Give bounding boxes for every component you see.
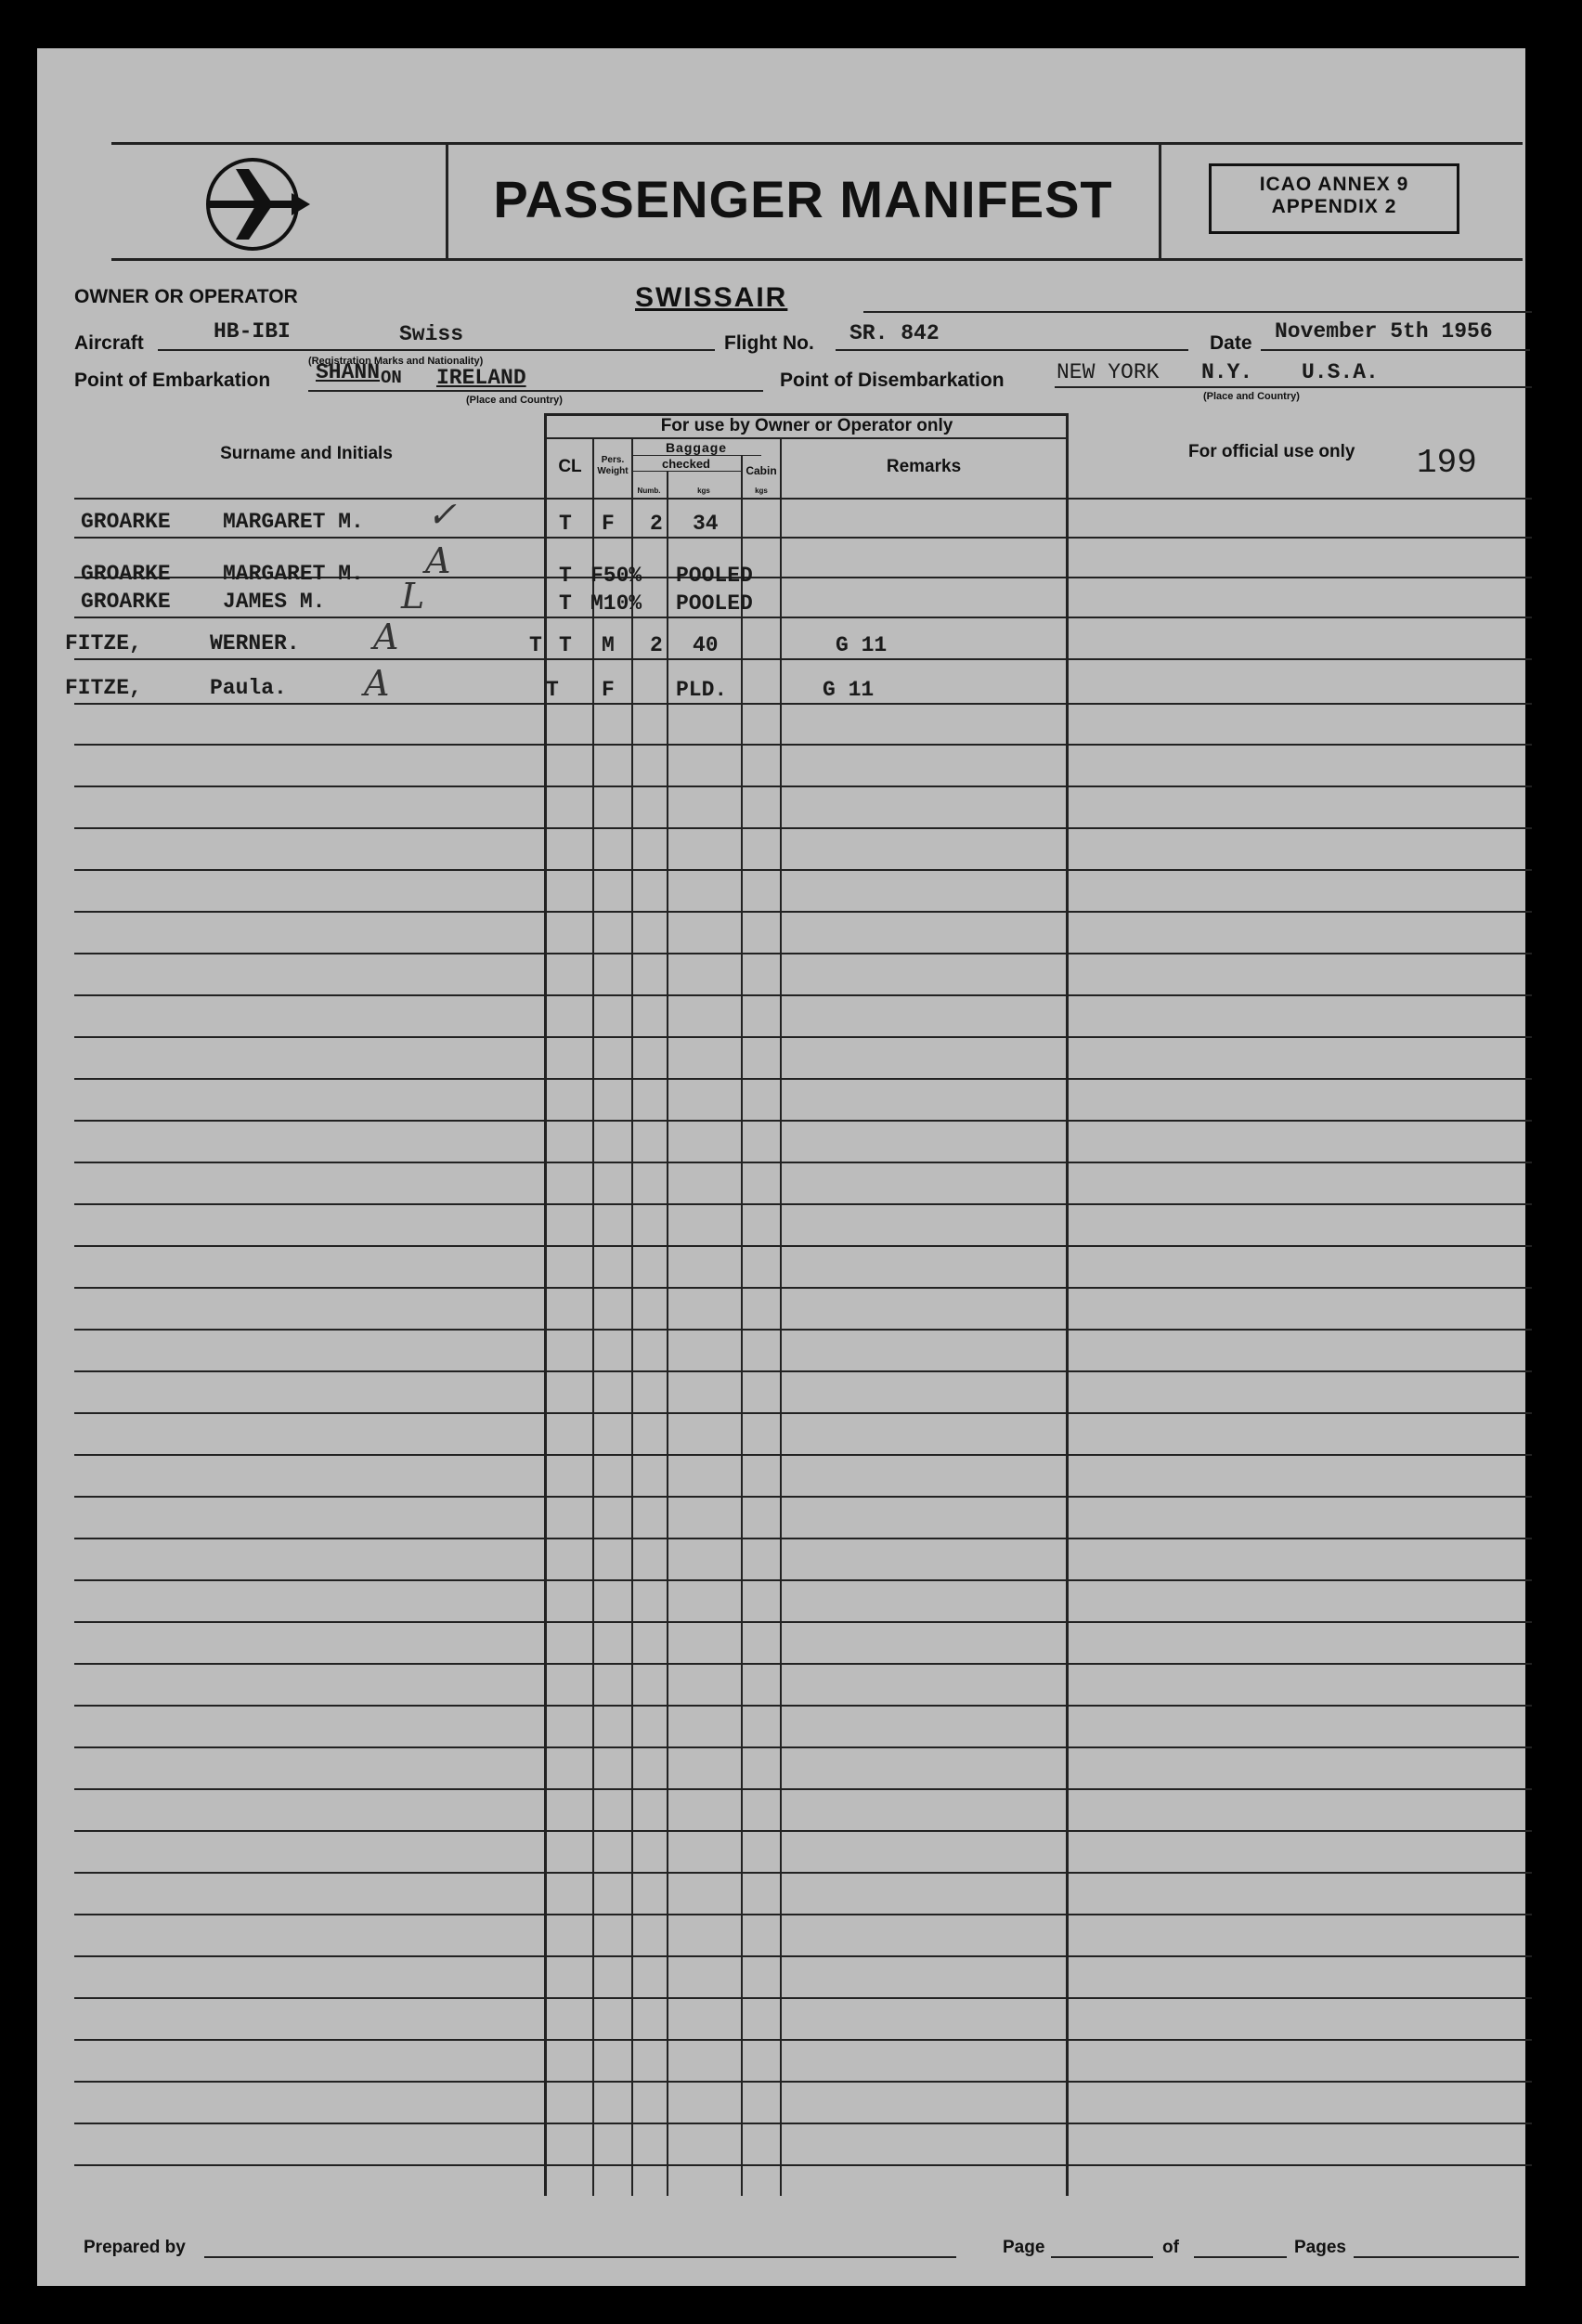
header-bottom-rule (111, 258, 1523, 261)
row-4-weight: M (602, 633, 615, 657)
ruled-line (74, 1162, 1532, 1163)
surname-heading: Surname and Initials (220, 444, 393, 463)
owner-use-rule (546, 437, 1068, 439)
numb-heading: Numb. (637, 487, 661, 495)
row-5-weight: F (602, 678, 615, 702)
kgs-heading: kgs (697, 487, 710, 495)
pers-weight-heading-1: Pers. (601, 455, 625, 465)
owner-line (863, 311, 1532, 313)
ruled-line (74, 1245, 1532, 1247)
row-5-class: T (546, 678, 559, 702)
icao-appendix: APPENDIX 2 (1271, 196, 1397, 217)
ruled-line (74, 537, 1532, 539)
flight-value: SR. 842 (849, 321, 940, 345)
ruled-line (74, 2039, 1532, 2041)
row-1-given: MARGARET M. (223, 510, 364, 534)
row-2-pooled: POOLED (676, 564, 753, 588)
ruled-line (74, 1788, 1532, 1790)
row-4-remarks: G 11 (836, 633, 888, 657)
row-3-class: T (559, 591, 572, 616)
row-4-mark: A (373, 617, 399, 657)
owner-label: OWNER OR OPERATOR (74, 286, 298, 307)
official-use-heading: For official use only (1188, 442, 1355, 461)
of-label: of (1162, 2238, 1179, 2257)
column-rule-numb-right (667, 472, 668, 2196)
owner-use-heading: For use by Owner or Operator only (660, 416, 953, 435)
ruled-line (74, 1454, 1532, 1456)
prepared-by-label: Prepared by (84, 2238, 186, 2257)
checked-heading: checked (661, 457, 711, 471)
cabin-heading: Cabin (746, 464, 777, 477)
baggage-heading: Baggage (665, 440, 728, 455)
row-3-surname: GROARKE (81, 590, 171, 614)
embarkation-value-b: ON (381, 368, 402, 388)
row-5-pooled: PLD. (676, 678, 728, 702)
ruled-line (74, 658, 1532, 660)
ruled-line (74, 953, 1532, 954)
airline-logo (202, 156, 314, 253)
pages-line (1354, 2256, 1519, 2258)
pers-weight-heading-2: Weight (597, 466, 629, 476)
row-4-class: T (559, 633, 572, 657)
embarkation-line (308, 390, 763, 392)
ruled-line (74, 1078, 1532, 1080)
prepared-by-line (204, 2256, 956, 2258)
checked-rule (631, 471, 741, 472)
row-3-given: JAMES M. (223, 590, 326, 614)
row-2-given: MARGARET M. (223, 562, 364, 586)
flight-line (836, 349, 1188, 351)
ruled-line (74, 617, 1532, 618)
ruled-line (74, 1705, 1532, 1707)
row-5-given: Paula. (210, 676, 287, 700)
ruled-line (74, 498, 1532, 500)
row-1-check-mark: ✓ (427, 494, 457, 535)
row-1-weight: F (602, 512, 615, 536)
column-rule-remarks-right (1066, 413, 1069, 2196)
row-3-weight: M10% (590, 591, 642, 616)
cl-heading: CL (558, 457, 582, 476)
aircraft-nationality: Swiss (399, 322, 464, 346)
row-4-surname: FITZE, (65, 631, 142, 656)
airplane-in-circle-icon (202, 156, 314, 253)
row-4-given: WERNER. (210, 631, 300, 656)
ruled-line (74, 1830, 1532, 1832)
ruled-line (74, 1997, 1532, 1999)
ruled-line (74, 1955, 1532, 1957)
row-1-class: T (559, 512, 572, 536)
header-top-rule (111, 142, 1523, 145)
column-rule-kgs-right (741, 455, 743, 2196)
ruled-line (74, 2081, 1532, 2083)
disembarkation-line (1055, 386, 1532, 388)
page-line (1051, 2256, 1153, 2258)
icao-box (1209, 163, 1459, 234)
row-1-bag-number: 2 (650, 512, 663, 536)
ruled-line (74, 1746, 1532, 1748)
ruled-line (74, 1872, 1532, 1874)
row-3-pooled: POOLED (676, 591, 753, 616)
ruled-line (74, 2123, 1532, 2124)
manifest-paper (37, 48, 1525, 2286)
row-4-bag-kgs: 40 (693, 633, 719, 657)
disembarkation-city: NEW YORK (1057, 360, 1160, 384)
ruled-line (74, 1579, 1532, 1581)
row-2-surname: GROARKE (81, 562, 171, 586)
date-label: Date (1210, 332, 1252, 354)
disembarkation-country: U.S.A. (1302, 360, 1379, 384)
ruled-line (74, 744, 1532, 746)
icao-annex: ICAO ANNEX 9 (1259, 174, 1409, 195)
column-rule-cabin-right (780, 438, 782, 2196)
pages-label: Pages (1294, 2238, 1346, 2257)
ruled-line (74, 1329, 1532, 1331)
disembarkation-label: Point of Disembarkation (780, 370, 1005, 391)
embarkation-label: Point of Embarkation (74, 370, 271, 391)
date-value: November 5th 1956 (1275, 319, 1493, 344)
ruled-line (74, 703, 1532, 705)
aircraft-registration: HB-IBI (214, 319, 291, 344)
disembarkation-state: N.Y. (1201, 360, 1253, 384)
row-5-remarks: G 11 (823, 678, 875, 702)
page-label: Page (1003, 2238, 1045, 2257)
flight-label: Flight No. (724, 332, 814, 354)
embarkation-sublabel: (Place and Country) (466, 395, 563, 406)
aircraft-label: Aircraft (74, 332, 144, 354)
row-2-mark: A (425, 540, 451, 581)
owner-value: SWISSAIR (635, 282, 788, 313)
ruled-line (74, 869, 1532, 871)
disembarkation-sublabel: (Place and Country) (1203, 391, 1300, 402)
of-line (1194, 2256, 1287, 2258)
column-rule-weight-right (631, 438, 633, 2196)
ruled-line (74, 1370, 1532, 1372)
ruled-line (74, 1538, 1532, 1539)
cabin-kgs-heading: kgs (755, 487, 768, 495)
ruled-line (74, 1287, 1532, 1289)
embarkation-value-a: SHANN (316, 360, 381, 384)
official-number: 199 (1417, 444, 1477, 482)
remarks-heading: Remarks (886, 457, 962, 476)
row-2-weight: F50% (590, 564, 642, 588)
ruled-line (74, 1496, 1532, 1498)
ruled-line (74, 827, 1532, 829)
aircraft-line (158, 349, 715, 351)
row-4-bag-number: 2 (650, 633, 663, 657)
row-2-class: T (559, 564, 572, 588)
embarkation-value-c: IRELAND (436, 366, 526, 390)
ruled-line (74, 2164, 1532, 2166)
row-5-surname: FITZE, (65, 676, 142, 700)
aircraft-sublabel: (Registration Marks and Nationality) (308, 356, 484, 367)
ruled-line (74, 1914, 1532, 1915)
row-1-bag-kgs: 34 (693, 512, 719, 536)
ruled-line (74, 1412, 1532, 1414)
row-5-mark: A (364, 663, 390, 704)
ruled-line (74, 1120, 1532, 1122)
ruled-line (74, 1663, 1532, 1665)
page-title: PASSENGER MANIFEST (493, 170, 1113, 228)
ruled-line (74, 1036, 1532, 1038)
date-line (1261, 349, 1530, 351)
ruled-line (74, 785, 1532, 787)
ruled-line (74, 994, 1532, 996)
ruled-line (74, 1621, 1532, 1623)
row-3-mark: L (401, 576, 425, 617)
column-rule-cl-right (592, 438, 594, 2196)
row-1-surname: GROARKE (81, 510, 171, 534)
row-4-class-prefix: T (529, 633, 542, 657)
ruled-line (74, 1203, 1532, 1205)
ruled-line (74, 911, 1532, 913)
